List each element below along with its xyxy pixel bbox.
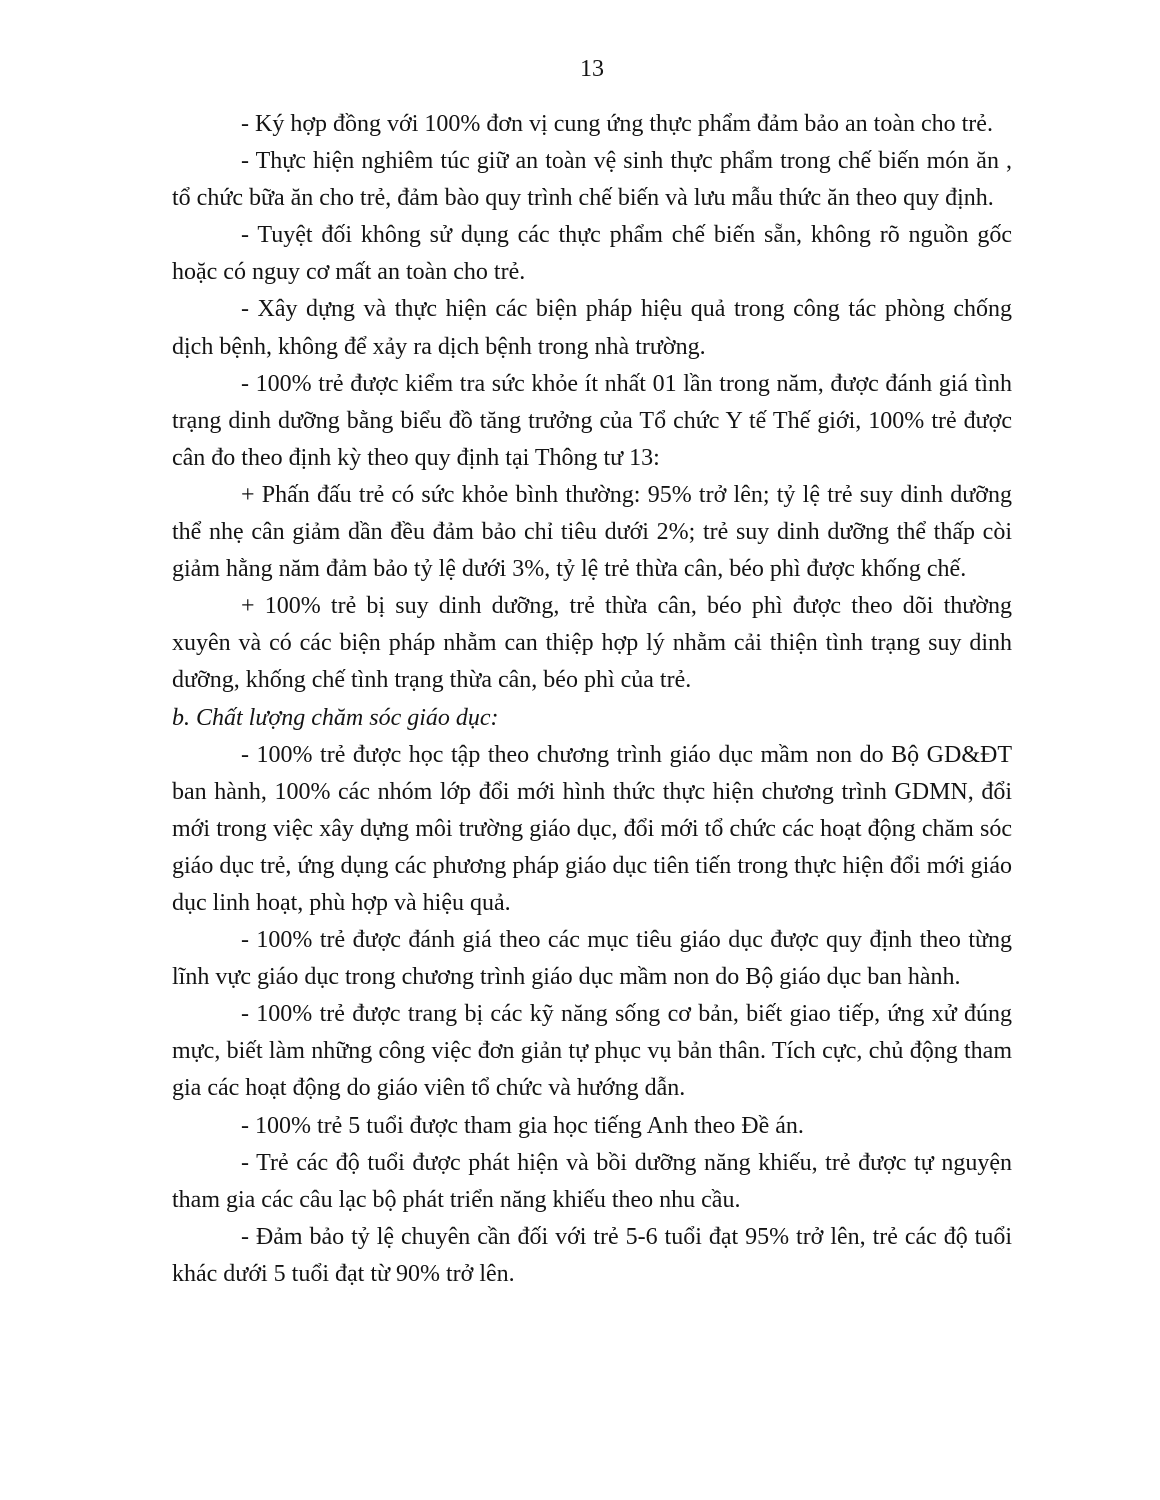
paragraph-malnutrition-monitoring: + 100% trẻ bị suy dinh dưỡng, trẻ thừa cân, béo phì được theo dõi thường xuyên và có các biện pháp nhằm can thiệp hợp lý nhằm cải thiện tình trạng suy dinh dưỡng, khống chế tình trạng thừa cân, béo phì của trẻ.	[172, 593, 1012, 694]
paragraph-talent-development: - Trẻ các độ tuổi được phát hiện và bồi dưỡng năng khiếu, trẻ được tự nguyện tham gia các câu lạc bộ phát triển năng khiếu theo nhu cầu.	[172, 1149, 1012, 1213]
document-body	[172, 106, 1012, 1293]
paragraph-life-skills: - 100% trẻ được trang bị các kỹ năng sống cơ bản, biết giao tiếp, ứng xử đúng mực, biết làm những công việc đơn giản tự phục vụ bản thân. Tích cực, chủ động tham gia các hoạt động do giáo viên tổ chức và hướng dẫn.	[172, 1001, 1012, 1102]
page-number: 13	[580, 56, 604, 82]
page-content	[172, 51, 1012, 1293]
paragraph-assessment-goals: - 100% trẻ được đánh giá theo các mục tiêu giáo dục được quy định theo từng lĩnh vực giáo dục trong chương trình giáo dục mầm non do Bộ giáo dục ban hành.	[172, 927, 1012, 991]
paragraph-health-checkups: - 100% trẻ được kiểm tra sức khỏe ít nhất 01 lần trong năm, được đánh giá tình trạng dinh dưỡng bằng biểu đồ tăng trưởng của Tổ chức Y tế Thế giới, 100% trẻ được cân đo theo định kỳ theo quy định tại Thông tư 13:	[172, 370, 1012, 471]
subsection-heading-care-education-quality: b. Chất lượng chăm sóc giáo dục:	[172, 704, 499, 731]
paragraph-food-safety-processing: - Thực hiện nghiêm túc giữ an toàn vệ sinh thực phẩm trong chế biến món ăn , tổ chức bữa ăn cho trẻ, đảm bào quy trình chế biến và lưu mẫu thức ăn theo quy định.	[172, 148, 1012, 212]
paragraph-curriculum-innovation: - 100% trẻ được học tập theo chương trình giáo dục mầm non do Bộ GD&ĐT ban hành, 100% các nhóm lớp đổi mới hình thức thực hiện chương trình GDMN, đổi mới trong việc xây dựng môi trường giáo dục, đổi mới tổ chức các hoạt động chăm sóc giáo dục trẻ, ứng dụng các phương pháp giáo dục tiên tiến trong thực hiện đổi mới giáo dục linh hoạt, phù hợp và hiệu quả.	[172, 741, 1012, 916]
paragraph-disease-prevention: - Xây dựng và thực hiện các biện pháp hiệu quả trong công tác phòng chống dịch bệnh, không để xảy ra dịch bệnh trong nhà trường.	[172, 296, 1012, 360]
paragraph-attendance-rates: - Đảm bảo tỷ lệ chuyên cần đối với trẻ 5-6 tuổi đạt 95% trở lên, trẻ các độ tuổi khác dưới 5 tuổi đạt từ 90% trở lên.	[172, 1223, 1012, 1287]
paragraph-food-supplier-contract: - Ký hợp đồng với 100% đơn vị cung ứng thực phẩm đảm bảo an toàn cho trẻ.	[241, 111, 993, 137]
paragraph-english-program: - 100% trẻ 5 tuổi được tham gia học tiếng Anh theo Đề án.	[241, 1112, 804, 1139]
paragraph-malnutrition-targets: + Phấn đấu trẻ có sức khỏe bình thường: 95% trở lên; tỷ lệ trẻ suy dinh dưỡng thể nhẹ cân giảm dần đều đảm bảo chỉ tiêu dưới 2%; trẻ suy dinh dưỡng thể thấp còi giảm hằng năm đảm bảo tỷ lệ dưới 3%, tỷ lệ trẻ thừa cân, béo phì được khống chế.	[172, 481, 1012, 583]
paragraph-no-prepackaged-food: - Tuyệt đối không sử dụng các thực phẩm chế biến sẵn, không rõ nguồn gốc hoặc có nguy cơ mất an toàn cho trẻ.	[172, 222, 1012, 286]
